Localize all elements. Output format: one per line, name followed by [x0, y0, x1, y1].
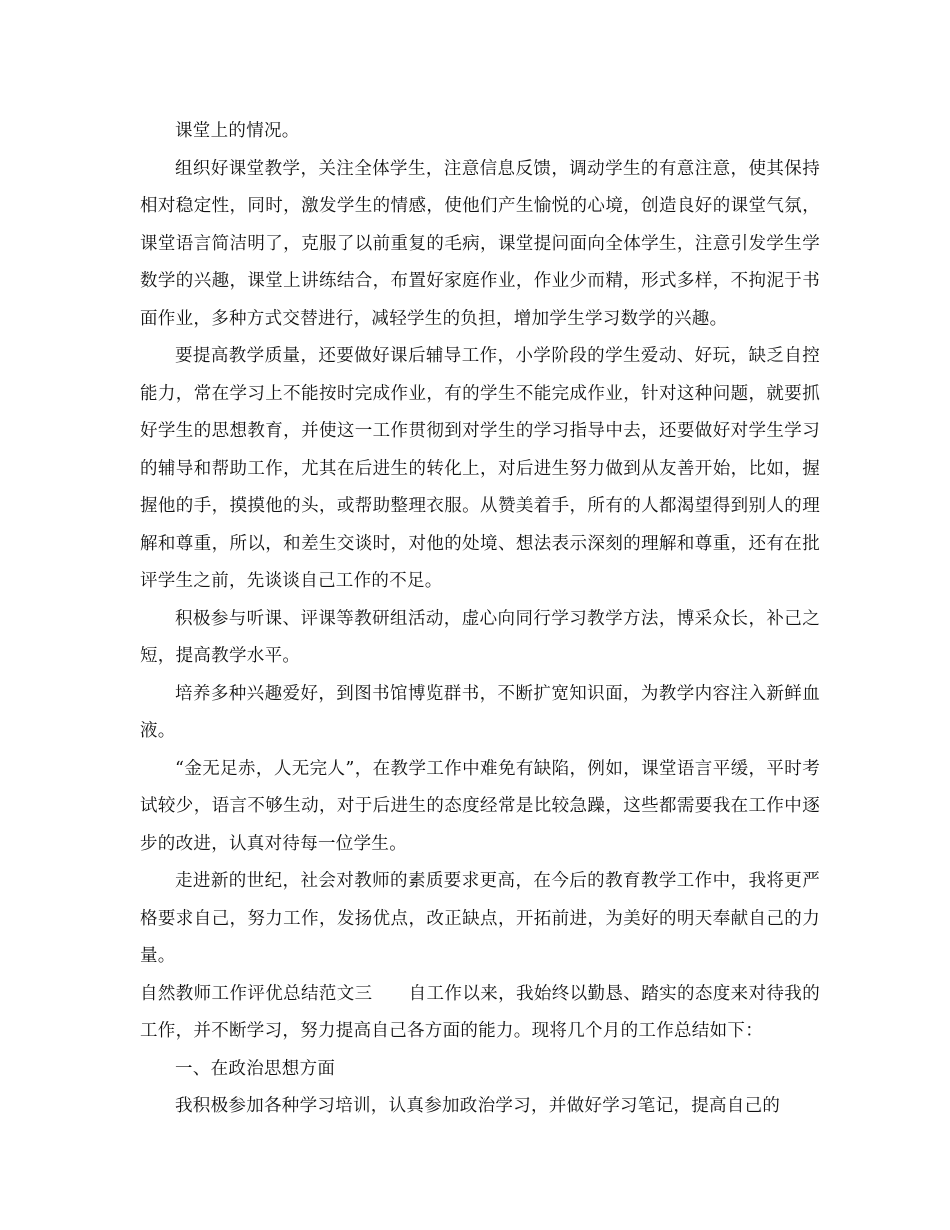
document-body [140, 113, 820, 1126]
paragraph-last: 我积极参加各种学习培训，认真参加政治学习，并做好学习笔记，提高自己的 [175, 1096, 781, 1116]
paragraph-7: 走进新的世纪，社会对教师的素质要求更高，在今后的教育教学工作中，我将更严格要求自己，努力工作，发扬优点，改正缺点，开拓前进，为美好的明天奉献自己的力量。 [140, 871, 820, 966]
section-paragraph [140, 976, 820, 1051]
paragraph-3: 要提高教学质量，还要做好课后辅导工作，小学阶段的学生爱动、好玩，缺乏自控能力，常在学习上不能按时完成作业，有的学生不能完成作业，针对这种问题，就要抓好学生的思想教育，并使这一工作贯彻到对学生的学习指导中去，还要做好对学生学习的辅导和帮助工作，尤其在后进生的转化上，对后进生努力做到从友善开始，比如，握握他的手，摸摸他的头，或帮助整理衣服。从赞美着手，所有的人都渴望得到别人的理解和尊重，所以，和差生交谈时，对他的处境、想法表示深刻的理解和尊重，还有在批评学生之前，先谈谈自己工作的不足。 [140, 346, 820, 591]
paragraph-4: 积极参与听课、评课等教研组活动，虚心向同行学习教学方法，博采众长，补己之短，提高教学水平。 [140, 608, 820, 666]
paragraph-1: 课堂上的情况。 [175, 121, 300, 141]
paragraph-5: 培养多种兴趣爱好，到图书馆博览群书，不断扩宽知识面，为教学内容注入新鲜血液。 [140, 683, 820, 741]
paragraph-6: “金无足赤，人无完人”，在教学工作中难免有缺陷，例如，课堂语言平缓，平时考试较少，语言不够生动，对于后进生的态度经常是比较急躁，这些都需要我在工作中逐步的改进，认真对待每一位学生。 [140, 758, 820, 854]
section-title: 自然教师工作评优总结范文三 [140, 983, 373, 1004]
section-intro: 自工作以来，我始终以勤恳、踏实的态度来对待我的工作，并不断学习，努力提高自己各方面的能力。现将几个月的工作总结如下： [140, 983, 820, 1041]
subheading: 一、在政治思想方面 [175, 1058, 336, 1079]
paragraph-2: 组织好课堂教学，关注全体学生，注意信息反馈，调动学生的有意注意，使其保持相对稳定性，同时，激发学生的情感，使他们产生愉悦的心境，创造良好的课堂气氛，课堂语言简洁明了，克服了以前重复的毛病，课堂提问面向全体学生，注意引发学生学数学的兴趣，课堂上讲练结合，布置好家庭作业，作业少而精，形式多样，不拘泥于书面作业，多种方式交替进行，减轻学生的负担，增加学生学习数学的兴趣。 [140, 158, 820, 329]
